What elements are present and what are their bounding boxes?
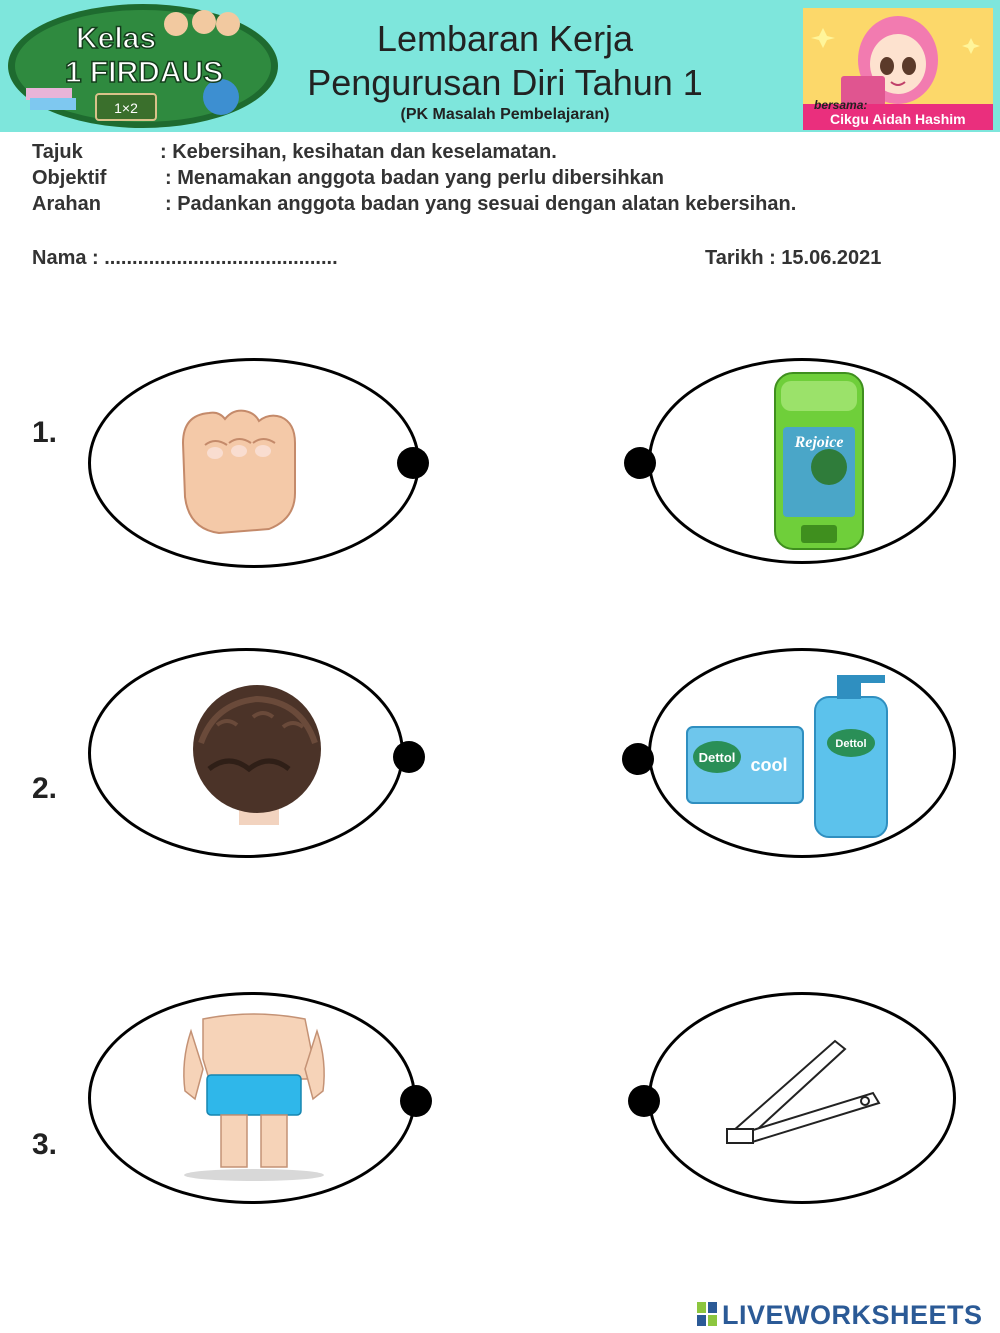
hand-fist-icon — [163, 383, 323, 543]
oval-left-2 — [88, 648, 404, 858]
match-dot-left-1[interactable] — [397, 447, 429, 479]
teacher-label: bersama: — [814, 98, 868, 112]
shampoo-brand: Rejoice — [794, 434, 844, 451]
body-icon — [169, 1011, 339, 1181]
item-number-3: 3. — [32, 1128, 58, 1161]
soap-brand: Dettol — [698, 750, 736, 765]
bodywash-brand: Dettol — [835, 738, 867, 750]
objektif-label: Objektif — [32, 167, 107, 189]
subtitle: (PK Masalah Pembelajaran) — [400, 106, 610, 123]
item-number-2: 2. — [32, 772, 58, 805]
match-dot-right-2[interactable] — [622, 743, 654, 775]
date-label: Tarikh : 15.06.2021 — [705, 247, 882, 269]
oval-left-1 — [88, 358, 420, 568]
svg-text:1×2: 1×2 — [114, 100, 138, 116]
liveworksheets-logo-icon — [697, 1302, 717, 1326]
logo-line1: Kelas — [75, 22, 157, 55]
oval-right-1 — [648, 358, 956, 564]
tajuk-value: : Kebersihan, kesihatan dan keselamatan. — [160, 141, 557, 163]
hair-head-icon — [187, 677, 327, 827]
teacher-name: Cikgu Aidah Hashim — [830, 111, 966, 127]
oval-right-2 — [648, 648, 956, 858]
arahan-value: : Padankan anggota badan yang sesuai dengan alatan kebersihan. — [165, 193, 797, 215]
oval-left-3 — [88, 992, 416, 1204]
class-logo — [6, 2, 280, 130]
footer-brand[interactable]: LIVEWORKSHEETS — [722, 1300, 983, 1330]
match-dot-left-2[interactable] — [393, 741, 425, 773]
tajuk-label: Tajuk — [32, 141, 83, 163]
title-line2: Pengurusan Diri Tahun 1 — [307, 62, 703, 103]
title-line1: Lembaran Kerja — [376, 18, 634, 59]
shampoo-bottle-icon — [771, 367, 867, 553]
logo-line2: 1 FIRDAUS — [64, 56, 224, 89]
match-dot-right-1[interactable] — [624, 447, 656, 479]
nail-clipper-icon — [723, 1035, 893, 1155]
objektif-value: : Menamakan anggota badan yang perlu dibersihkan — [165, 167, 664, 189]
soap-variant: cool — [750, 755, 788, 775]
soap-and-body-wash-icon — [685, 671, 915, 841]
name-field[interactable]: Nama : .......................................... — [32, 247, 338, 269]
arahan-label: Arahan — [32, 193, 101, 215]
item-number-1: 1. — [32, 416, 58, 449]
match-dot-left-3[interactable] — [400, 1085, 432, 1117]
match-dot-right-3[interactable] — [628, 1085, 660, 1117]
oval-right-3 — [648, 992, 956, 1204]
